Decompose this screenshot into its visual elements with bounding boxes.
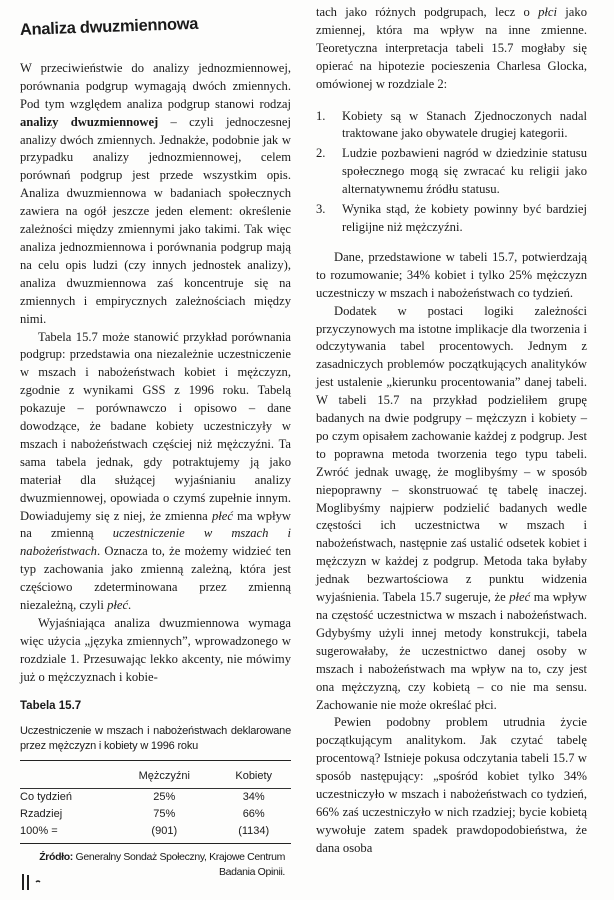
- table-source: [20, 850, 291, 880]
- text-run: tach jako różnych podgrupach, lecz o: [316, 5, 539, 19]
- cell-women: 66%: [242, 807, 265, 820]
- text-run: Dodatek w postaci logiki zależności przyczynowych ma istotne implikacje dla tworzenia i odczytywania tabel procentowych. Jednym z zasadniczych problemów początkujących analityków jest ustalenie „kierunku procentowania” danej tabeli. W tabeli 15.7 na przykład podzieliłem grupę badanych na dwie podgrupy – mężczyzn i kobiety – po czym opisałem zachowanie każdej z podgrup. Jest to poprawna metoda tworzenia tego typu tabeli. Zwróć jednak uwagę, że moglibyśmy – w sposób niepoprawny – skonstruować tę tabelę inaczej. Moglibyśmy najpierw podzielić badanych wedle częstości ich uczestnictwa w mszach i nabożeństwach, następnie zaś ustalić odsetek kobiet i mężczyzn w każdej z podgrup. Metoda taka byłaby jednak bezwartościowa z punktu widzenia wyjaśnienia. Tabela 15.7 sugeruje, że: [316, 303, 587, 605]
- text-run: jako zmiennej, która ma wpływ na inne zmienne. Teoretyczna interpretacja tabeli 15.7 mogłaby się opierać na hipotezie pocieszenia Charlesa Glocka, omówionej w rozdziale 2:: [316, 5, 587, 91]
- text-run: Tabela 15.7 może stanowić przykład porównania podgrup: przedstawia ona niezależnie uczestniczenie w mszach i nabożeństwach kobiet i mężczyzn, zgodnie z wynikami GSS z 1996 roku. Tabelą pokazuje – porównawczo i opisowo – dane dowodzące, że badane kobiety uczestniczyły w mszach i nabożeństwach częściej niż mężczyźni. Ta sama tabela jednak, gdy potraktujemy ją jako materiał dla służącej wyjaśnianiu analizy dwuzmiennowej, opowiada o czymś zupełnie innym. Dowiadujemy się z niej, że zmienna: [20, 329, 291, 523]
- scan-mark-icon: [20, 872, 48, 892]
- table-header-men: Mężczyźni: [112, 767, 216, 789]
- cell-women: 34%: [242, 790, 265, 803]
- source-text: Generalny Sondaż Społeczny, Krajowe Centrum Badania Opinii.: [75, 850, 285, 878]
- right-paragraph-1: [316, 4, 587, 94]
- list-item: [316, 108, 587, 144]
- table-row: [20, 788, 291, 806]
- text-run: ma wpływ na zmienną: [20, 508, 291, 541]
- list-number: 1.: [316, 108, 326, 123]
- table-15-7: [20, 699, 291, 880]
- italic-term: uczestniczenie w mszach i nabożeństwach: [20, 526, 291, 559]
- list-item: [316, 201, 587, 237]
- list-number: 2.: [316, 146, 326, 161]
- data-table: [20, 767, 291, 844]
- text-run: . Oznacza to, że możemy widzieć ten typ zachowania jako zmienną zależną, która jest częściowo zdeterminowana przez zmienną niezależną, czyli: [20, 544, 291, 613]
- table-header-women: Kobiety: [216, 767, 291, 789]
- italic-term: płci: [538, 5, 558, 19]
- italic-term: płeć: [211, 508, 233, 523]
- list-number: 3.: [316, 202, 326, 217]
- italic-term: płeć: [509, 590, 531, 605]
- table-header-row: [20, 767, 291, 789]
- text-run: .: [128, 598, 132, 613]
- table-header-empty: [20, 767, 112, 789]
- row-label: Co tydzień: [20, 790, 72, 803]
- list-text: Kobiety są w Stanach Zjednoczonych nadal traktowane jako obywatele drugiej kategorii.: [342, 108, 587, 141]
- list-text: Ludzie pozbawieni nagród w dziedzinie statusu społecznego mogą się zwracać ku religii jako alternatywnemu źródłu statusu.: [342, 146, 587, 197]
- table-row: [20, 806, 291, 823]
- hypothesis-list: [316, 108, 587, 237]
- right-paragraph-4: Pewien podobny problem utrudnia życie początkującym analitykom. Jak czytać tabelę procentową? Istnieje pokusa odczytania tabeli 15.7 w sposób następujący: „spośród kobiet tylko 34% uczestniczyło w mszach i nabożeństwach co tydzień, 66% zaś uczestniczyło w nich rzadziej; bycie kobietą wywołuje zatem spadek prawdopodobieństwa, że dana osoba: [316, 715, 587, 855]
- table-row: [20, 823, 291, 844]
- source-label: Źródło:: [39, 850, 73, 863]
- table-caption: Uczestniczenie w mszach i nabożeństwach deklarowane przez mężczyzn i kobiety w 1996 roku: [20, 724, 291, 761]
- list-item: [316, 145, 587, 199]
- text-run: ma wpływ na częstość uczestnictwa w mszach i nabożeństwach. Gdybyśmy użyli innej metody konstrukcji, tabela sugerowałaby, że uczestnictwo danej osoby w mszach i nabożeństwach ma wpływ na to, czy jest ona mężczyzną, czy kobietą – co nie ma sensu. Zachowanie nie może określać płci.: [316, 590, 587, 712]
- right-paragraph-2: Dane, przedstawione w tabeli 15.7, potwierdzają to rozumowanie; 34% kobiet i tylko 25% mężczyzn uczestniczy w mszach i nabożeństwach co tydzień.: [316, 249, 587, 300]
- cell-women: (1134): [216, 823, 291, 844]
- left-column: [19, 14, 291, 880]
- right-paragraph-3: [316, 303, 587, 715]
- list-text: Wynika stąd, że kobiety powinny być bardziej religijne niż mężczyźni.: [342, 202, 587, 234]
- section-heading: Analiza dwuzmiennowa: [19, 14, 199, 39]
- cell-men: 75%: [153, 807, 176, 820]
- row-label: 100% =: [20, 823, 112, 844]
- left-paragraph-3: Wyjaśniająca analiza dwuzmiennowa wymaga więc użycia „języka zmiennych”, wprowadzonego w rozdziale 1. Przesuwając lekko akcenty, nie mówimy już o mężczyznach i kobie-: [20, 616, 291, 684]
- row-label: Rzadziej: [20, 807, 63, 820]
- cell-men: 25%: [153, 790, 176, 803]
- text-run: W przeciwieństwie do analizy jednozmiennowej, porównania podgrup wymagają dwóch zmiennych. Pod tym względem analiza podgrup stanowi rodzaj: [20, 60, 291, 111]
- text-run: – czyli jednoczesnej analizy dwóch zmiennych. Jednakże, podobnie jak w przypadku analizy jednozmiennowej, celem porównań podgrup jest przede wszystkim opis. Analiza dwuzmiennowa w badaniach społecznych zawiera na ogół jeszcze jeden element: określenie zależności między zmiennymi jako takimi. Tak więc analiza jednozmiennowa i porównania podgrup mają na celu opis ludzi (czy innych jednostek analizy), analiza dwuzmiennowa zaś koncentruje się na zmiennych i empirycznych zależnościach między nimi.: [20, 114, 291, 326]
- cell-men: (901): [112, 823, 216, 844]
- left-paragraph-1: [20, 60, 291, 329]
- bold-term: analizy dwuzmiennowej: [20, 114, 159, 129]
- left-paragraph-2: [20, 329, 291, 616]
- table-title: Tabela 15.7: [20, 699, 82, 712]
- right-column: [316, 4, 587, 858]
- italic-term: płeć: [107, 598, 129, 613]
